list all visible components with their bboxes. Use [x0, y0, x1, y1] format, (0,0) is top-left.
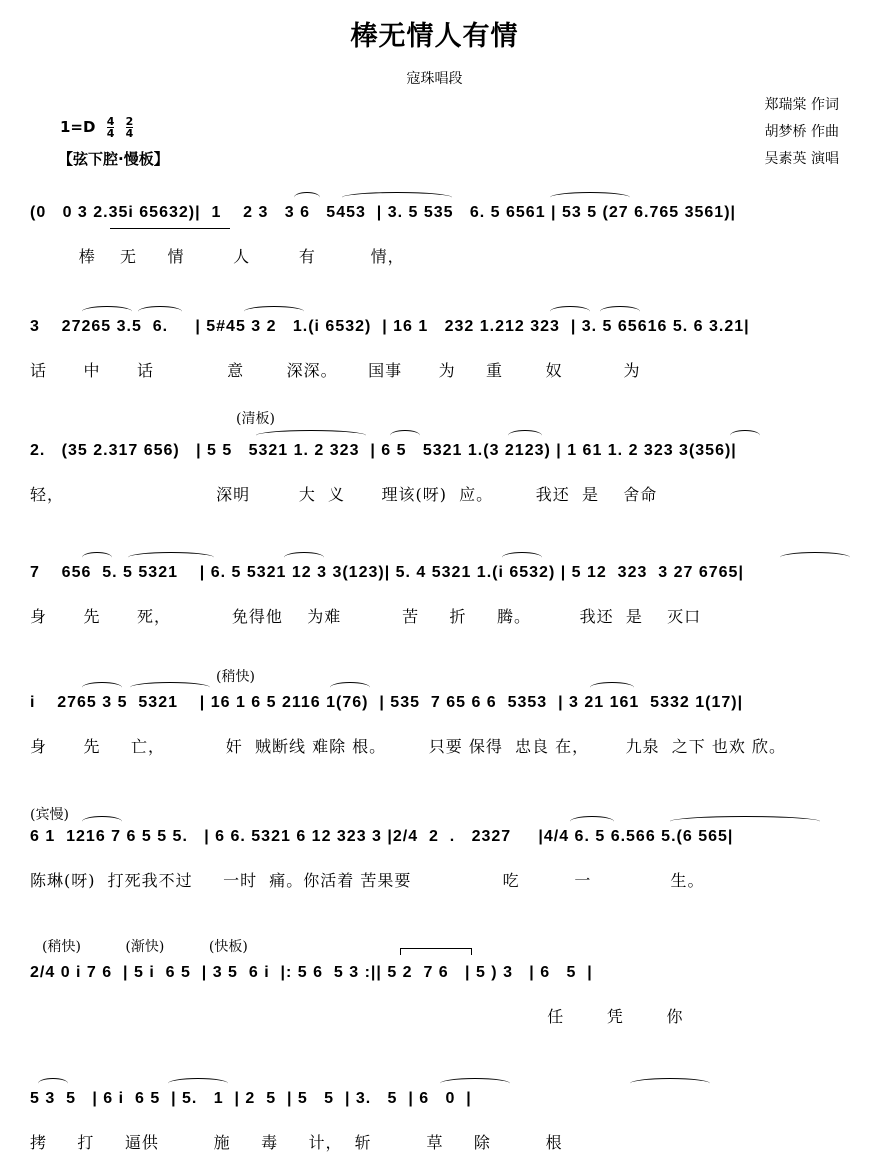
- lyric-line: 棒 无 情 人 有 情，: [30, 247, 405, 266]
- notation-line: 2/4 0 i 7 6 | 5 i 6 5 | 3 5 6 i |: 5 6 5 3 :|| 5 2 7 6 | 5 ) 3 | 6 5 |: [30, 964, 593, 981]
- slur: [390, 430, 420, 441]
- slur: [440, 1078, 510, 1089]
- slur: [244, 306, 304, 317]
- slur: [128, 552, 214, 563]
- slur: [570, 816, 614, 827]
- slur: [38, 1078, 68, 1089]
- composer-credit: 胡梦桥 作曲: [764, 124, 839, 140]
- slur: [590, 682, 634, 693]
- slur: [730, 430, 760, 441]
- slur: [330, 682, 370, 693]
- slur: [130, 682, 210, 693]
- notation-line: (0 0 3 2.35i 65632)| 1 2 3 3 6 5453 | 3. 5 535 6. 5 6561 | 53 5 (27 6.765 3561)|: [30, 204, 737, 221]
- slur: [502, 552, 542, 563]
- slur: [82, 306, 132, 317]
- tempo-marking: (清板): [236, 411, 275, 427]
- tempo-marking: (宾慢): [30, 807, 69, 823]
- lyric-line: 轻， 深明 大 义 理该(呀) 应。 我还 是 舍命: [30, 485, 658, 504]
- underline: [110, 228, 230, 229]
- slur: [630, 1078, 710, 1089]
- lyricist-credit: 郑瑞棠 作词: [764, 97, 839, 113]
- slur: [780, 552, 850, 563]
- notation-line: 6 1 1216 7 6 5 5 5. | 6 6. 5321 6 12 323 3 |2/4 2 . 2327 |4/4 6. 5 6.566 5.(6 565|: [30, 828, 734, 845]
- lyric-line: 拷 打 逼供 施 毒 计， 斩 草 除 根: [30, 1133, 563, 1152]
- singer-credit: 吴素英 演唱: [764, 151, 839, 167]
- tempo-marking: (稍快) (渐快) (快板): [42, 939, 248, 955]
- key-label: 1=D: [60, 118, 96, 136]
- slur: [670, 816, 820, 827]
- tune-style-label: 【弦下腔·慢板】: [58, 150, 169, 168]
- notation-line: 5 3 5 | 6 i 6 5 | 5. 1 | 2 5 | 5 5 | 3. 5 | 6 0 |: [30, 1090, 472, 1107]
- time-signature-2-numerator: 2: [125, 115, 134, 128]
- slur: [600, 306, 640, 317]
- slur: [138, 306, 182, 317]
- slur: [256, 430, 366, 441]
- time-signature-1-numerator: 4: [106, 115, 115, 128]
- slur: [550, 306, 590, 317]
- slur: [550, 192, 630, 203]
- lyric-line: 陈琳(呀) 打死我不过 一时 痛。你活着 苦果要 吃 一 生。: [30, 871, 705, 890]
- lyric-line: 身 先 亡， 奸 贼断线 难除 根。 只要 保得 忠良 在， 九泉 之下 也欢 欣。: [30, 737, 786, 756]
- slur: [82, 552, 112, 563]
- key-signature: [60, 116, 133, 139]
- notation-line: 3 27265 3.5 6. | 5#45 3 2 1.(i 6532) | 16 1 232 1.212 323 | 3. 5 65616 5. 6 3.21|: [30, 318, 750, 335]
- song-subtitle: 寇珠唱段: [406, 71, 463, 87]
- time-signature-2: [126, 116, 134, 139]
- slur: [82, 682, 122, 693]
- time-signature-1-denominator: 4: [106, 127, 115, 140]
- time-signature-2-denominator: 4: [125, 127, 134, 140]
- slur: [294, 192, 320, 203]
- slur: [168, 1078, 228, 1089]
- slur: [342, 192, 452, 203]
- slur: [284, 552, 324, 563]
- repeat-bracket: [400, 948, 472, 955]
- lyric-line: 任 凭 你: [30, 1007, 684, 1026]
- notation-line: 7 656 5. 5 5321 | 6. 5 5321 12 3 3(123)| 5. 4 5321 1.(i 6532) | 5 12 323 3 27 6765|: [30, 564, 744, 581]
- lyric-line: 身 先 死， 免得他 为难 苦 折 腾。 我还 是 灭口: [30, 607, 702, 626]
- tempo-marking: (稍快): [216, 669, 255, 685]
- slur: [508, 430, 542, 441]
- slur: [82, 816, 122, 827]
- notation-line: 2. (35 2.317 656) | 5 5 5321 1. 2 323 | 6 5 5321 1.(3 2123) | 1 61 1. 2 323 3(356)|: [30, 442, 737, 459]
- time-signature-1: [107, 116, 115, 139]
- song-title: 棒无情人有情: [350, 21, 519, 52]
- lyric-line: 话 中 话 意 深深。 国事 为 重 奴 为: [30, 361, 641, 380]
- notation-line: i 2765 3 5 5321 | 16 1 6 5 2116 1(76) | 535 7 65 6 6 5353 | 3 21 161 5332 1(17)|: [30, 694, 744, 711]
